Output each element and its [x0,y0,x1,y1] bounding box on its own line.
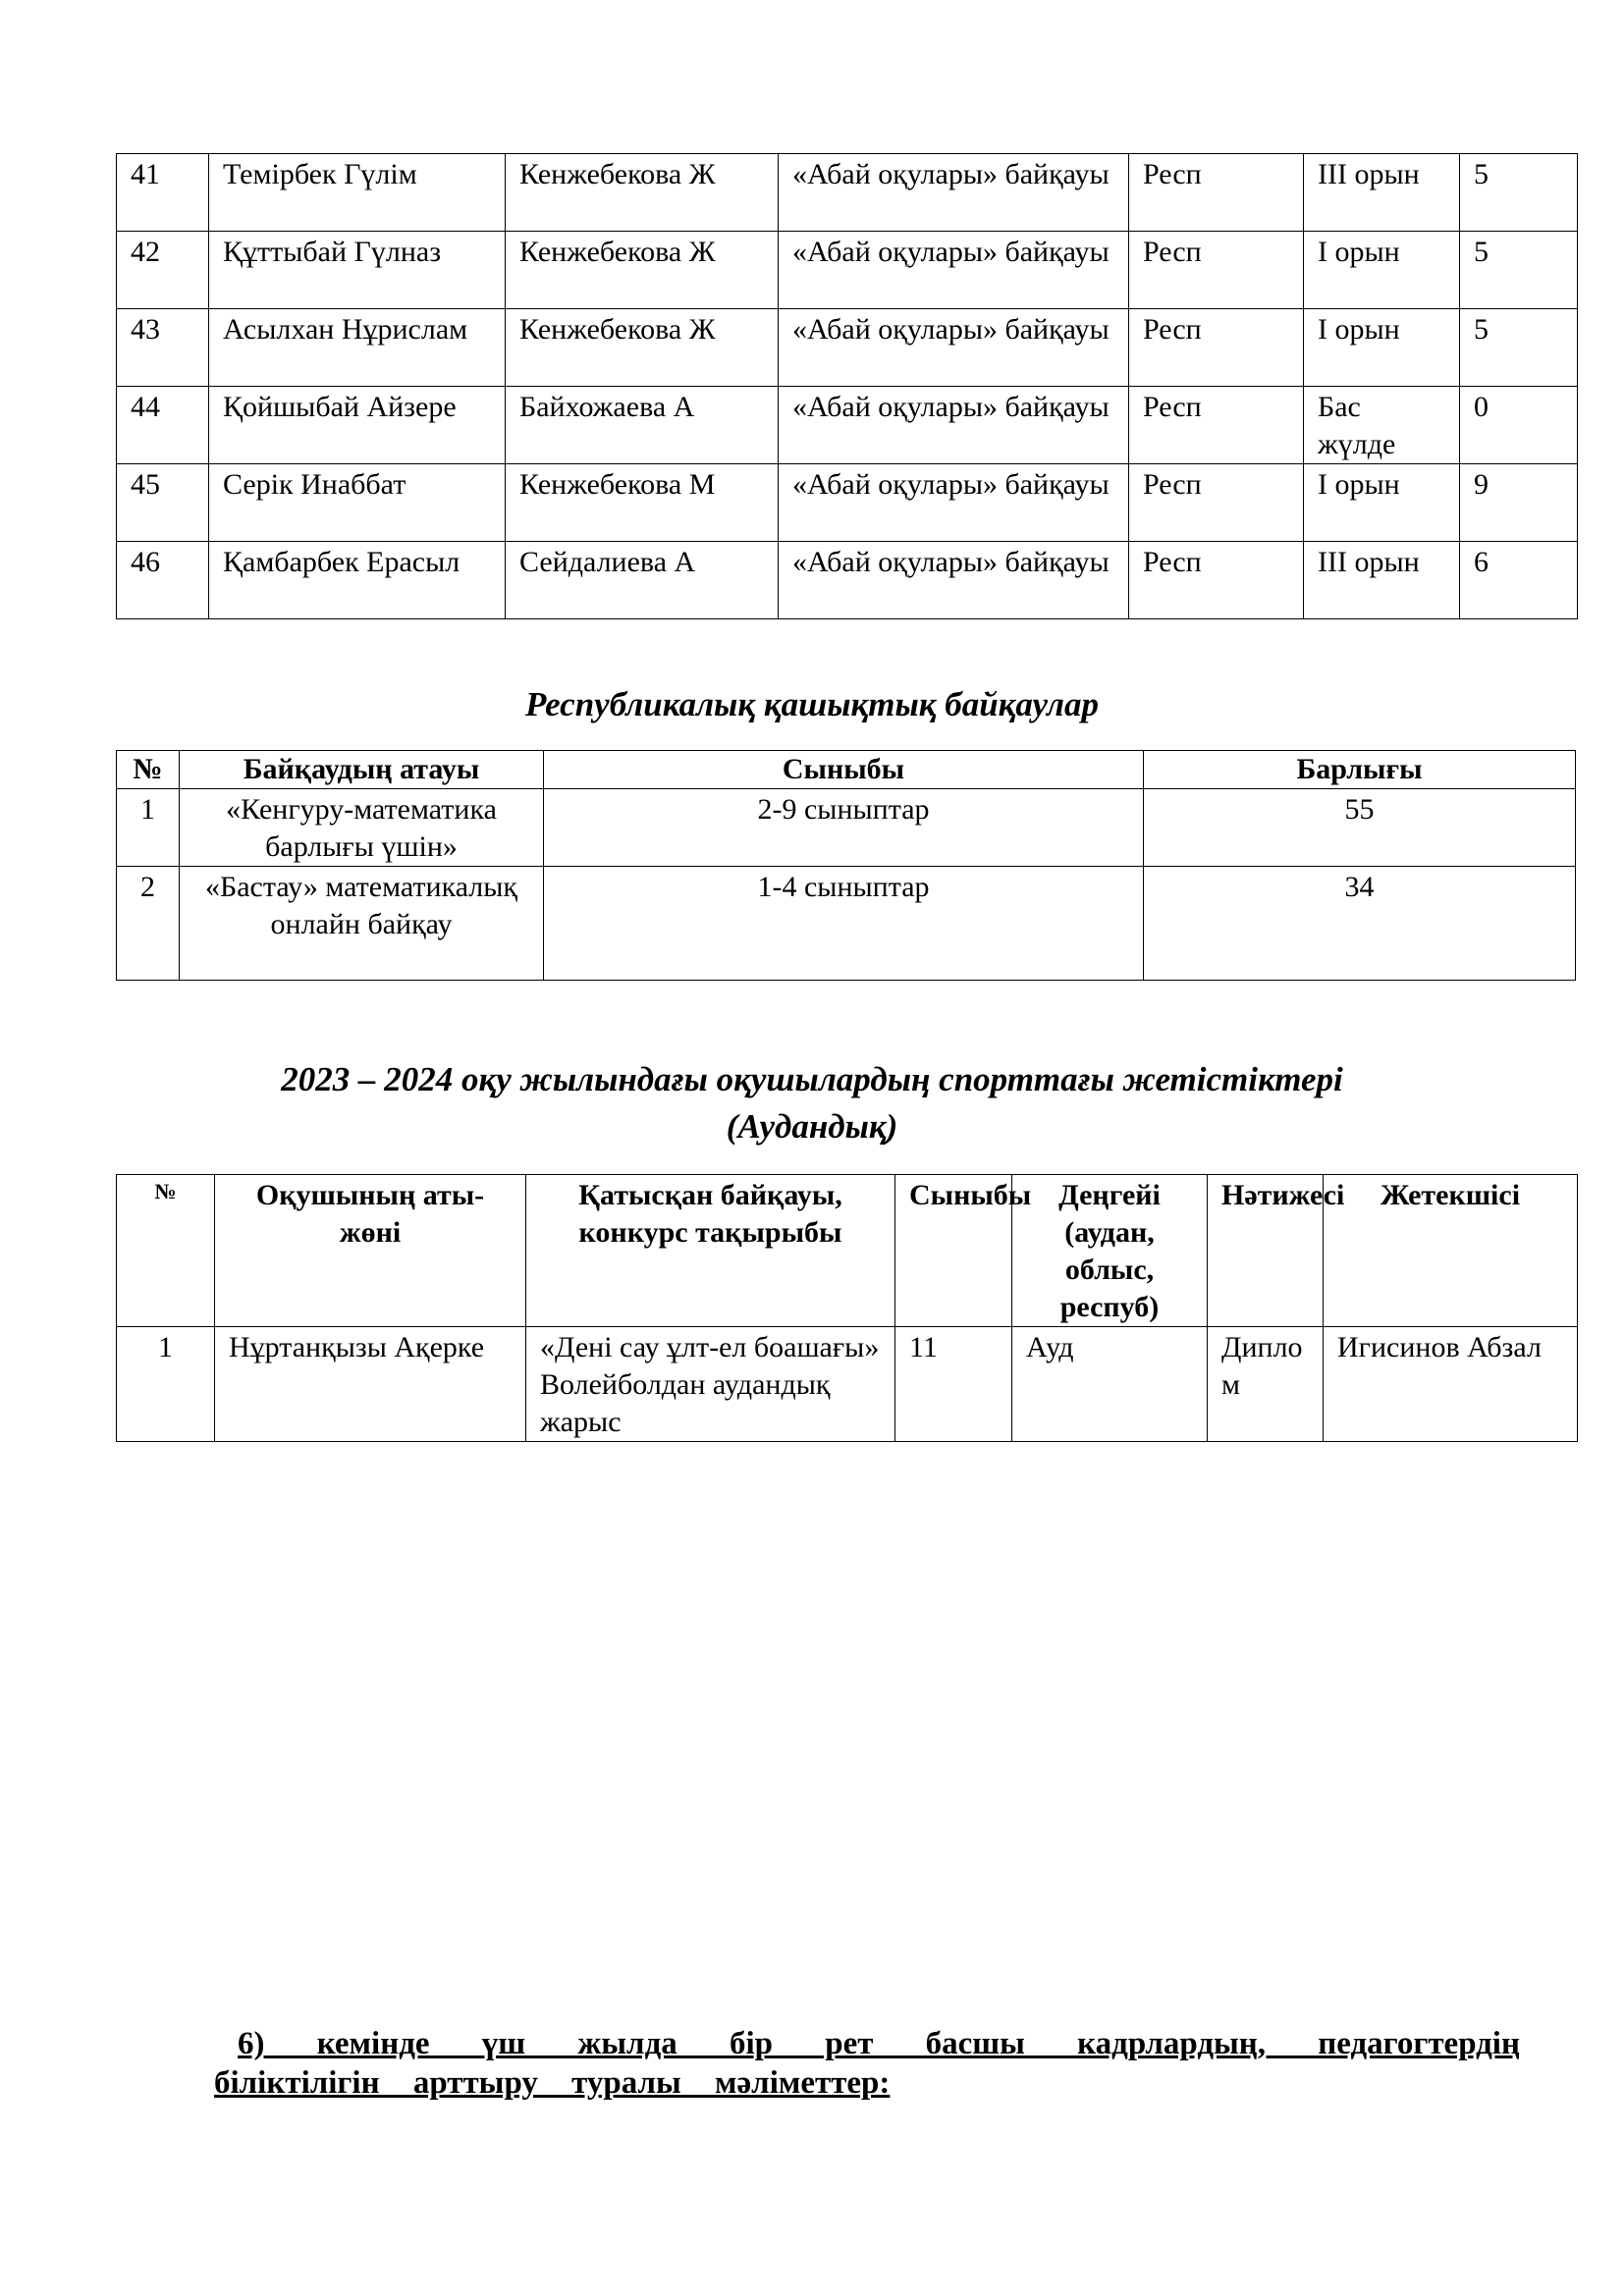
cell-contest: «Абай оқулары» байқауы [779,309,1129,387]
cell-student: Темірбек Гүлім [209,154,506,232]
cell-student: Асылхан Нұрислам [209,309,506,387]
cell-student: Серік Инаббат [209,464,506,542]
cell-grade: 11 [895,1327,1012,1442]
remote-contests-title: Республикалық қашықтық байқаулар [524,685,1100,723]
table-row [117,232,1578,309]
remote-contests-table [116,750,1576,981]
header-no: № [117,1175,215,1327]
cell-grade: 0 [1460,387,1578,464]
cell-contest: «Абай оқулары» байқауы [779,387,1129,464]
header-grades: Сыныбы [544,751,1144,789]
cell-grades: 2-9 сыныптар [544,789,1144,867]
header-result: Нәтижесі [1208,1175,1324,1327]
cell-place: І орын [1304,232,1460,309]
sports-achievements-table [116,1174,1578,1442]
table-row [117,154,1578,232]
cell-level: Респ [1129,309,1304,387]
table-row [117,867,1576,981]
cell-level: Респ [1129,154,1304,232]
cell-teacher: Байхожаева А [506,387,779,464]
cell-place: ІІІ орын [1304,542,1460,619]
table-row [117,1327,1578,1442]
cell-student: Қойшыбай Айзере [209,387,506,464]
cell-grade: 9 [1460,464,1578,542]
cell-place: ІІІ орын [1304,154,1460,232]
cell-student: Нұртанқызы Ақерке [215,1327,526,1442]
cell-grades: 1-4 сыныптар [544,867,1144,981]
table-header-row [117,751,1576,789]
cell-place: І орын [1304,464,1460,542]
cell-teacher: Сейдалиева А [506,542,779,619]
cell-grade: 5 [1460,232,1578,309]
cell-teacher: Кенжебекова М [506,464,779,542]
cell-contest: «Абай оқулары» байқауы [779,232,1129,309]
cell-name: «Кенгуру-математика барлығы үшін» [180,789,544,867]
header-student: Оқушының аты-жөні [215,1175,526,1327]
cell-name: «Бастау» математикалық онлайн байқау [180,867,544,981]
cell-teacher: Кенжебекова Ж [506,154,779,232]
cell-grade: 5 [1460,309,1578,387]
header-total: Барлығы [1144,751,1576,789]
cell-contest: «Дені сау ұлт-ел боашағы» Волейболдан аудандық жарыс [526,1327,895,1442]
cell-teacher: Кенжебекова Ж [506,309,779,387]
header-no: № [117,751,180,789]
cell-contest: «Абай оқулары» байқауы [779,154,1129,232]
table-header-row [117,1175,1578,1327]
results-table [116,153,1578,619]
cell-no: 46 [117,542,209,619]
cell-level: Респ [1129,387,1304,464]
table-row [117,387,1578,464]
sports-title-line2: (Аудандық) [726,1107,898,1146]
header-contest-name: Байқаудың атауы [180,751,544,789]
cell-place: Бас жүлде [1304,387,1460,464]
table-row [117,464,1578,542]
cell-no: 42 [117,232,209,309]
sports-achievements-title [0,1056,1624,1150]
cell-contest: «Абай оқулары» байқауы [779,542,1129,619]
cell-student: Қамбарбек Ерасыл [209,542,506,619]
header-mentor: Жетекшісі [1324,1175,1578,1327]
table-row [117,789,1576,867]
cell-level: Респ [1129,464,1304,542]
cell-no: 44 [117,387,209,464]
header-grade: Сыныбы [895,1175,1012,1327]
cell-no: 1 [117,1327,215,1442]
cell-level: Респ [1129,232,1304,309]
cell-teacher: Кенжебекова Ж [506,232,779,309]
cell-grade: 5 [1460,154,1578,232]
cell-contest: «Абай оқулары» байқауы [779,464,1129,542]
cell-no: 1 [117,789,180,867]
cell-no: 45 [117,464,209,542]
qualification-note: 6) кемінде үш жылда бір рет басшы кадрлардың, педагогтердің біліктілігін арттыру туралы мәліметтер: [214,2026,1520,2101]
header-level: Деңгейі (аудан, облыс, респуб) [1012,1175,1208,1327]
cell-no: 43 [117,309,209,387]
cell-mentor: Игисинов Абзал [1324,1327,1578,1442]
table-row [117,542,1578,619]
cell-place: І орын [1304,309,1460,387]
cell-total: 55 [1144,789,1576,867]
cell-no: 41 [117,154,209,232]
cell-student: Құттыбай Гүлназ [209,232,506,309]
cell-grade: 6 [1460,542,1578,619]
header-contest: Қатысқан байқауы, конкурс тақырыбы [526,1175,895,1327]
sports-title-line1: 2023 – 2024 оқу жылындағы оқушылардың спорттағы жетістіктері [281,1060,1343,1098]
cell-level: Ауд [1012,1327,1208,1442]
table-row [117,309,1578,387]
cell-total: 34 [1144,867,1576,981]
cell-no: 2 [117,867,180,981]
cell-result: Диплом [1208,1327,1324,1442]
cell-level: Респ [1129,542,1304,619]
